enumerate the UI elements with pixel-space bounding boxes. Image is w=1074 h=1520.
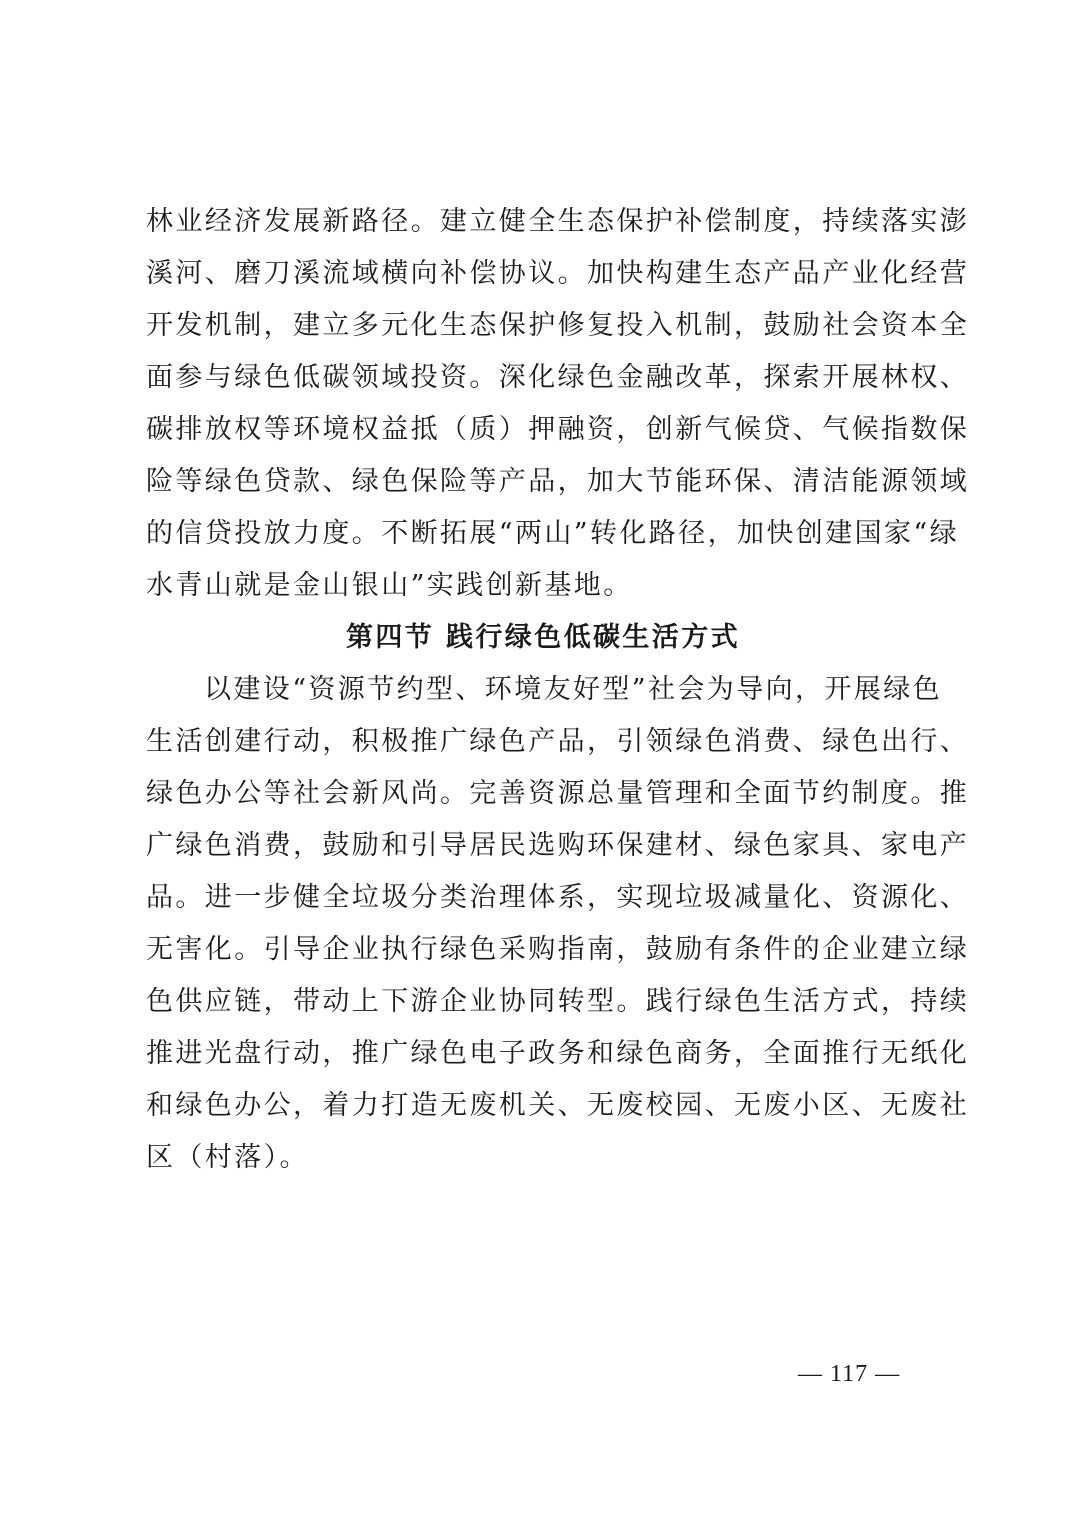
paragraph-line: 绿色办公等社会新风尚。完善资源总量管理和全面节约制度。推 bbox=[146, 778, 970, 809]
paragraph-line: 品。进一步健全垃圾分类治理体系，实现垃圾减量化、资源化、 bbox=[146, 882, 970, 913]
paragraph-line: 林业经济发展新路径。建立健全生态保护补偿制度，持续落实澎 bbox=[146, 206, 970, 237]
paragraph-line: 水青山就是金山银山”实践创新基地。 bbox=[146, 570, 633, 601]
paragraph-line: 生活创建行动，积极推广绿色产品，引领绿色消费、绿色出行、 bbox=[146, 726, 970, 757]
paragraph-line: 推进光盘行动，推广绿色电子政务和绿色商务，全面推行无纸化 bbox=[146, 1038, 970, 1069]
paragraph-line: 的信贷投放力度。不断拓展“两山”转化路径，加快创建国家“绿 bbox=[146, 518, 960, 549]
paragraph-line: 区（村落）。 bbox=[146, 1142, 309, 1173]
paragraph-line: 广绿色消费，鼓励和引导居民选购环保建材、绿色家具、家电产 bbox=[146, 830, 970, 861]
paragraph-continued bbox=[146, 196, 970, 612]
paragraph-line: 溪河、磨刀溪流域横向补偿协议。加快构建生态产品产业化经营 bbox=[146, 258, 970, 289]
paragraph-line: 和绿色办公，着力打造无废机关、无废校园、无废小区、无废社 bbox=[146, 1090, 970, 1121]
paragraph-section bbox=[146, 664, 970, 1184]
paragraph-line: 以建设“资源节约型、环境友好型”社会为导向，开展绿色 bbox=[204, 674, 943, 705]
section-heading: 第四节 践行绿色低碳生活方式 bbox=[346, 622, 740, 653]
paragraph-line: 色供应链，带动上下游企业协同转型。践行绿色生活方式，持续 bbox=[146, 986, 970, 1017]
page-number: — 117 — bbox=[798, 1361, 901, 1387]
paragraph-line: 无害化。引导企业执行绿色采购指南，鼓励有条件的企业建立绿 bbox=[146, 934, 970, 965]
paragraph-line: 险等绿色贷款、绿色保险等产品，加大节能环保、清洁能源领域 bbox=[146, 466, 970, 497]
paragraph-line: 开发机制，建立多元化生态保护修复投入机制，鼓励社会资本全 bbox=[146, 310, 970, 341]
paragraph-line: 面参与绿色低碳领域投资。深化绿色金融改革，探索开展林权、 bbox=[146, 362, 970, 393]
paragraph-line: 碳排放权等环境权益抵（质）押融资，创新气候贷、气候指数保 bbox=[146, 414, 970, 445]
